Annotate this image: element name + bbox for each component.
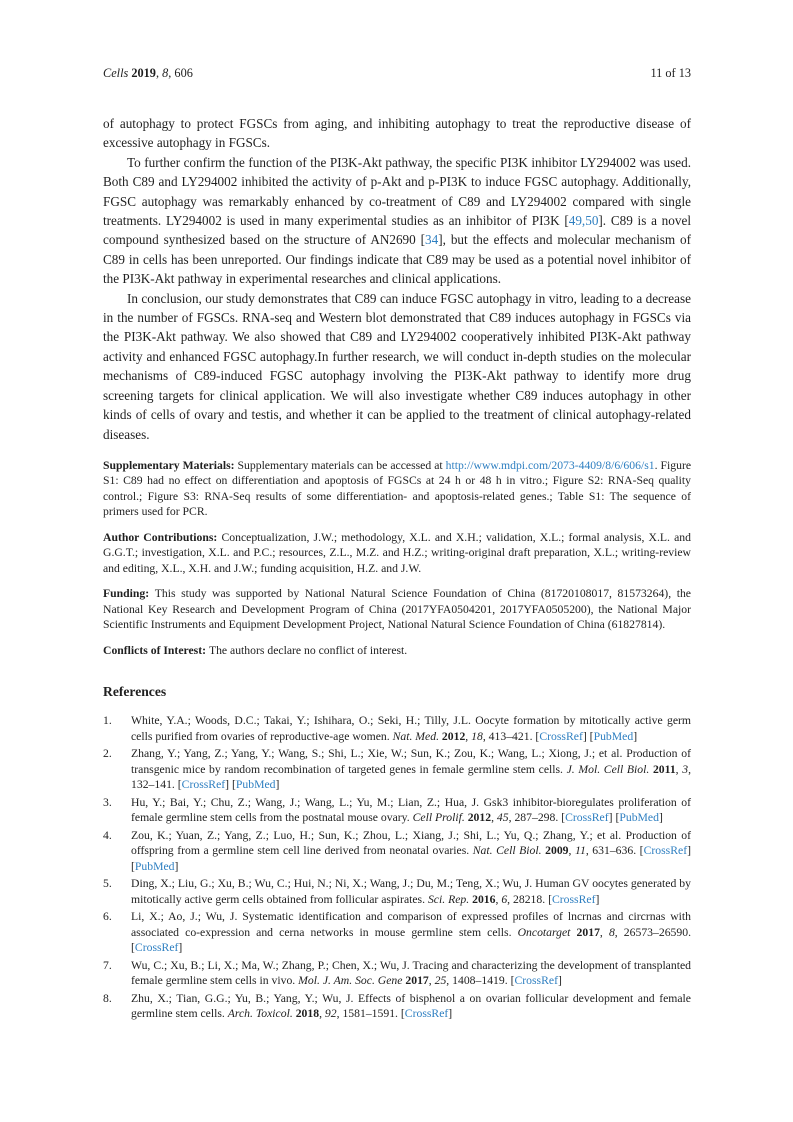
text-segment: , 413–421. [ (482, 729, 540, 743)
reference-item (103, 876, 691, 907)
page-number: 11 of 13 (650, 66, 691, 80)
text-segment: ] (658, 811, 663, 825)
text-segment: ] [ (131, 844, 691, 873)
text-segment: Conflicts of Interest: (103, 643, 209, 657)
text-segment: 18 (471, 729, 483, 743)
text-segment: , (495, 892, 502, 906)
reference-item (103, 991, 691, 1022)
text-segment: Funding: (103, 587, 155, 601)
reference-number: 4. (103, 828, 112, 842)
crossref-link[interactable]: CrossRef (551, 892, 596, 906)
text-segment: Zhang, Y.; Yang, Z.; Yang, Y.; Wang, S.; Shi, L.; Xie, W.; Sun, K.; Zou, K.; Wang, L.; Xiong, J.; et al. Production of transgenic mice by random recombination of targeted genes in female germline stem cells. (131, 747, 691, 776)
text-segment: , (319, 1007, 325, 1021)
crossref-link[interactable]: CrossRef (539, 729, 583, 743)
crossref-link[interactable]: CrossRef (514, 974, 558, 988)
text-segment: 2017 (405, 974, 429, 988)
text-segment: 92 (324, 1007, 337, 1021)
reference-number: 2. (103, 747, 112, 761)
text-segment: Ding, X.; Liu, G.; Xu, B.; Wu, C.; Hui, N.; Ni, X.; Wang, J.; Du, M.; Teng, X.; Wu, J. Human GV oocytes generated by mitotically active germ cells obtained from follicular aspirates. (131, 877, 691, 906)
text-segment: Conceptualization, J.W.; methodology, X.L. and X.H.; validation, X.L.; formal analysis, X.L. and G.G.T.; investigation, X.L. and P.C.; resources, Z.L., M.Z. and H.Z.; writing-original draft preparation, X.L.; writing-review and editing, X.L., X.H. and J.W.; funding acquisition, H.Z. and J.W. (103, 530, 691, 575)
reference-number: 1. (103, 714, 112, 728)
text-segment: ] (633, 729, 638, 743)
paragraph-pi3k-inhibitor (103, 153, 691, 289)
pubmed-link[interactable]: PubMed (134, 859, 175, 873)
text-segment: ] [ (225, 778, 236, 792)
reference-number: 7. (103, 958, 112, 972)
text-segment: 2019 (131, 66, 156, 80)
text-segment: Hu, Y.; Bai, Y.; Chu, Z.; Wang, J.; Wang, L.; Yu, M.; Lian, Z.; Hua, J. Gsk3 inhibitor-bioregulates proliferation of female germline stem cells from the postnatal mouse ovary. (131, 795, 691, 825)
pubmed-link[interactable]: PubMed (593, 729, 634, 743)
conflicts-note (103, 643, 691, 659)
text-segment: , 287–298. [ (508, 811, 566, 825)
text-segment: Supplementary materials can be accessed at (237, 458, 446, 472)
text-segment: 2016 (472, 892, 496, 906)
text-segment: , 28218. [ (507, 892, 552, 906)
text-segment: ] [ (608, 811, 620, 825)
reference-item (103, 828, 691, 875)
text-segment: 45 (496, 811, 509, 825)
article-body (103, 114, 691, 1024)
text-segment: 25 (434, 974, 447, 988)
supplementary-url-link[interactable]: http://www.mdpi.com/2073-4409/8/6/606/s1 (445, 458, 655, 472)
body-paragraphs (103, 114, 691, 444)
reference-item (103, 909, 691, 956)
text-segment: 2012 (441, 729, 466, 743)
text-segment: 2017 (576, 925, 600, 939)
text-segment: , 132–141. [ (131, 762, 692, 792)
text-segment: J. Mol. Cell Biol. (566, 762, 653, 776)
supplementary-materials-note (103, 458, 691, 520)
funding-note (103, 586, 691, 633)
references-heading: References (103, 684, 167, 700)
text-segment: , 1581–1591. [ (336, 1007, 405, 1021)
text-segment: Arch. Toxicol. (227, 1007, 296, 1021)
text-segment: ] (557, 974, 562, 988)
text-segment: , 1408–1419. [ (446, 974, 515, 988)
text-segment: ] (595, 892, 600, 906)
text-segment: Nat. Med. (392, 729, 442, 743)
text-segment: 3 (682, 762, 689, 776)
text-segment: . Figure S1: C89 had no effect on differentiation and apoptosis of FGSCs at 24 h or 48 h in vitro.; Figure S2: RNA-Seq quality control.; Figure S3: RNA-Seq results of some differentiation- and apoptosis-related genes.; Table S1: The sequence of primers used for PCR. (103, 458, 692, 519)
text-segment: , (428, 974, 435, 988)
citation-link-34[interactable]: 34 (425, 232, 439, 248)
text-segment: In conclusion, our study demonstrates that C89 can induce FGSC autophagy in vitro, leading to a decrease in the number of FGSCs. RNA-seq and Western blot demonstrated that C89 induces autophagy in FGSCs via the PI3K-Akt pathway. We also showed that C89 and LY294002 cooperatively inhibited PI3K-Akt pathway activity and enhanced FGSC autophagy.In further research, we will conduct in-depth studies on the molecular mechanisms of C89-induced FGSC autophagy involving the PI3K-Akt pathway to identify more drug screening targets for clinical application. We will also investigate whether C89 induces autophagy in other kinds of cells of ovary and testis, and whether it can be applied to the treatment of clinical autophagy-related diseases. (103, 290, 691, 442)
reference-item (103, 713, 691, 744)
text-segment: ] [ (582, 729, 594, 743)
text-segment: Oncotarget (517, 925, 577, 939)
text-segment: Sci. Rep. (427, 892, 473, 906)
text-segment: Cell Prolif. (412, 811, 468, 825)
references-list (103, 713, 691, 1022)
citation-link-49-50[interactable]: 49,50 (568, 213, 599, 229)
text-segment: Li, X.; Ao, J.; Wu, J. Systematic identification and comparison of expressed profiles of lncrnas and circrnas with associated co-expression and cerna networks in mouse germline stem cells. (131, 910, 691, 939)
reference-number: 5. (103, 877, 112, 891)
text-segment: To further confirm the function of the PI3K-Akt pathway, the specific PI3K inhibitor LY294002 was used. Both C89 and LY294002 inhibited the activity of p-Akt and p-PI3K to induce FGSC autophagy. Additionally, FGSC autophagy was remarkably enhanced by co-treatment of C89 and LY294002 compared with single treatments. LY294002 is used in many experimental studies as an inhibitor of PI3K [ (103, 154, 691, 229)
reference-item (103, 746, 691, 793)
text-segment: , (491, 811, 497, 825)
text-segment: , (155, 66, 163, 80)
journal-citation (103, 66, 193, 81)
text-segment: , 606 (168, 66, 193, 80)
back-matter-notes (103, 458, 691, 659)
text-segment: The authors declare no conflict of interest. (208, 643, 408, 657)
text-segment: 2011 (652, 762, 676, 776)
reference-number: 6. (103, 910, 112, 924)
text-segment: ] (275, 778, 280, 792)
reference-number: 8. (103, 991, 112, 1005)
text-segment: 11 (574, 844, 586, 858)
text-segment: of autophagy to protect FGSCs from aging, and inhibiting autophagy to treat the reproductive disease of excessive autophagy in FGSCs. (103, 116, 691, 151)
text-segment: , 631–636. [ (585, 844, 644, 858)
crossref-link[interactable]: CrossRef (643, 844, 688, 858)
paragraph-conclusion (103, 289, 691, 444)
page-header (103, 66, 691, 81)
text-segment: Zou, K.; Yuan, Z.; Yang, Z.; Luo, H.; Sun, K.; Zhou, L.; Xiang, J.; Shi, L.; Yu, Q.; Zhang, Y.; et al. Production of offspring from a germline stem cell line derived from neonatal ovaries. (131, 828, 691, 858)
crossref-link[interactable]: CrossRef (404, 1007, 449, 1021)
text-segment: Nat. Cell Biol. (472, 844, 546, 858)
reference-item (103, 958, 691, 989)
text-segment: This study was supported by National Natural Science Foundation of China (81720108017, 81573264), the National Key Research and Development Program of China (2017YFA0504201, 2017YFA0505200), the National Major Scientific Instruments and Equipment Development Project, National Natural Science Foundation of China (61827814). (103, 587, 691, 632)
text-segment: ] (174, 859, 179, 873)
pubmed-link[interactable]: PubMed (235, 778, 276, 792)
pubmed-link[interactable]: PubMed (619, 811, 659, 825)
crossref-link[interactable]: CrossRef (134, 941, 179, 955)
reference-number: 3. (103, 795, 112, 809)
text-segment: 2009 (545, 844, 569, 858)
text-segment: Supplementary Materials: (103, 458, 238, 472)
text-segment: 8 (608, 925, 615, 939)
reference-item (103, 795, 691, 826)
text-segment: , (568, 844, 575, 858)
author-contributions-note (103, 530, 691, 577)
text-segment: 2012 (467, 811, 492, 825)
text-segment: 6 (501, 892, 508, 906)
crossref-link[interactable]: CrossRef (181, 778, 226, 792)
text-segment: ], but the effects and molecular mechanism of C89 in cells has been unreported. Our findings indicate that C89 may be used as a potential novel inhibitor of the PI3K-Akt pathway in experimental researches and clinical applications. (103, 232, 691, 287)
text-segment: Zhu, X.; Tian, G.G.; Yu, B.; Yang, Y.; Wu, J. Effects of bisphenol a on ovarian follicular development and female germline stem cells. (131, 991, 691, 1021)
text-segment: Wu, C.; Xu, B.; Li, X.; Ma, W.; Zhang, P.; Chen, X.; Wu, J. Tracing and characterizing the development of transplanted female germline stem cells in vivo. (131, 958, 691, 988)
crossref-link[interactable]: CrossRef (565, 811, 609, 825)
text-segment: Mol. J. Am. Soc. Gene (298, 974, 406, 988)
text-segment: 2018 (295, 1007, 320, 1021)
text-segment: , (675, 762, 683, 776)
text-segment: , (465, 729, 472, 743)
text-segment: White, Y.A.; Woods, D.C.; Takai, Y.; Ishihara, O.; Seki, H.; Tilly, J.L. Oocyte formation by mitotically active germ cells purified from ovaries of reproductive-age women. (131, 714, 691, 743)
text-segment: ] (178, 941, 183, 955)
paragraph-continuation (103, 114, 691, 153)
text-segment: Cells (103, 66, 132, 80)
text-segment: , 26573–26590. [ (131, 925, 692, 955)
text-segment: ] (448, 1007, 453, 1021)
text-segment: Author Contributions: (103, 530, 222, 544)
text-segment: , (599, 925, 609, 939)
text-segment: 8 (162, 66, 169, 80)
text-segment: ]. C89 is a novel compound synthesized based on the structure of AN2690 [ (103, 213, 691, 248)
